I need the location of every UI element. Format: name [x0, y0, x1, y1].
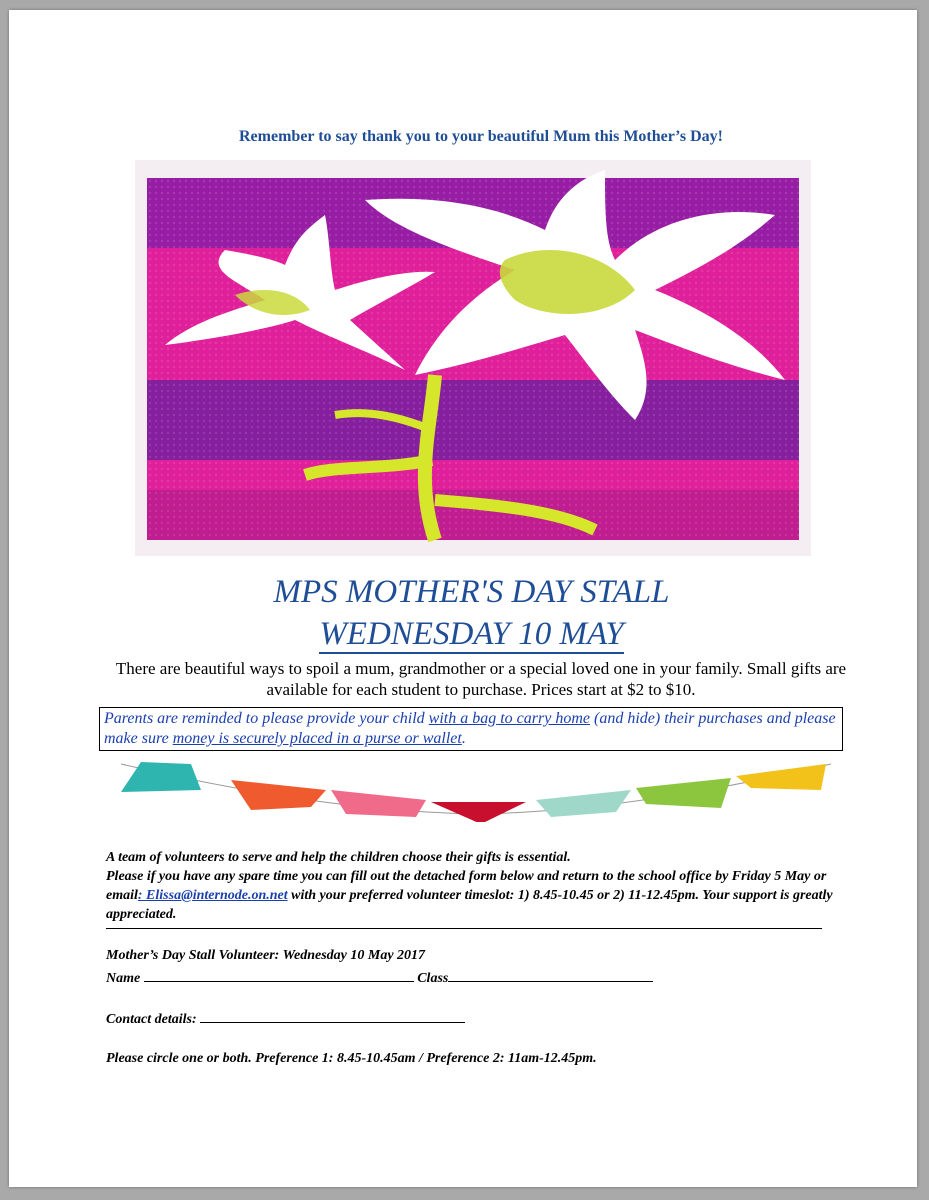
- name-label: Name: [106, 971, 144, 986]
- volunteer-line-1: A team of volunteers to serve and help the children choose their gifts is essential.: [106, 850, 571, 865]
- notice-text-1: Parents are reminded to please provide your child: [104, 710, 429, 727]
- bunting-flag-4: [431, 802, 526, 822]
- email-link[interactable]: : Elissa@internode.on.net: [137, 888, 288, 903]
- bunting-flag-3: [331, 790, 426, 817]
- contact-row: [106, 1008, 465, 1029]
- volunteer-request: [106, 848, 846, 924]
- bunting-flag-2: [231, 780, 326, 810]
- notice-text-2: (and hide) their purchases and please make sure: [104, 710, 836, 747]
- bunting-flag-5: [536, 790, 631, 817]
- contact-field[interactable]: [200, 1008, 465, 1023]
- class-label: Class: [413, 971, 449, 986]
- form-heading: Mother’s Day Stall Volunteer: Wednesday 10 May 2017: [106, 948, 426, 963]
- class-field[interactable]: [448, 967, 653, 982]
- cut-line: [106, 928, 822, 929]
- volunteer-line-2: Please if you have any spare time you can fill out the detached form below and return to the school office by Friday 5 May or email: Elissa@internode.on.net with your preferred volunteer timeslot: 1) 8.45-10.45 or 2) 11-12.45pm. Your support is greatly appreciated.: [106, 869, 833, 922]
- bunting-decoration: [121, 762, 831, 822]
- stall-date-title: [9, 616, 929, 653]
- name-class-row: [106, 967, 653, 988]
- lily-artwork: [135, 160, 811, 556]
- document-page: [9, 10, 917, 1187]
- stall-description: There are beautiful ways to spoil a mum, grandmother or a special loved one in your family. Small gifts are available for each student to purchase. Prices start at $2 to $10.: [115, 659, 847, 699]
- preference-text: Please circle one or both. Preference 1: 8.45-10.45am / Preference 2: 11am-12.45pm.: [106, 1051, 597, 1066]
- intro-text: Remember to say thank you to your beautiful Mum this Mother’s Day!: [239, 128, 723, 145]
- bunting-flag-7: [736, 764, 826, 790]
- stall-date-text: WEDNESDAY 10 MAY: [319, 616, 624, 652]
- notice-money-link: money is securely placed in a purse or wallet: [172, 730, 462, 747]
- contact-label: Contact details:: [106, 1012, 201, 1027]
- notice-bag-link: with a bag to carry home: [428, 710, 590, 727]
- bunting-flag-6: [636, 778, 731, 808]
- stall-title: MPS MOTHER'S DAY STALL: [273, 574, 670, 610]
- name-field[interactable]: [144, 967, 414, 982]
- notice-text-3: .: [461, 730, 466, 747]
- parents-notice-box: [99, 707, 843, 751]
